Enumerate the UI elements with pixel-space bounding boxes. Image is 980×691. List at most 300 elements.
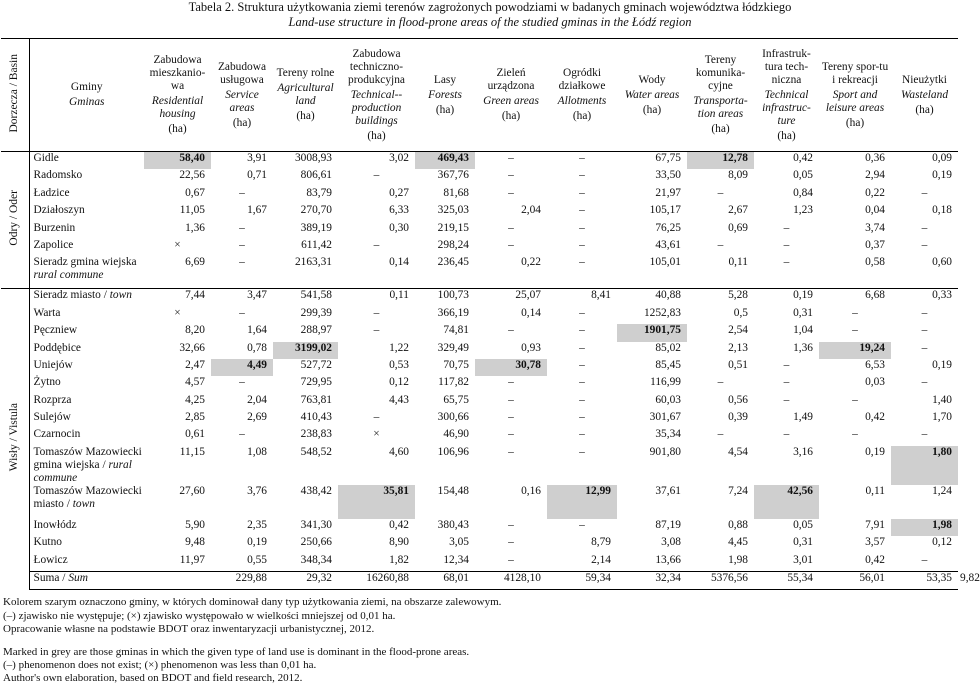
column-header-pl: Zabudowa usługowa xyxy=(217,60,267,86)
value-cell: 85,02 xyxy=(655,341,681,354)
value-cell: – xyxy=(373,324,380,337)
value-cell: 27,60 xyxy=(179,484,205,497)
column-header-unit: (ha) xyxy=(572,110,592,122)
value-cell: 299,39 xyxy=(300,306,332,319)
value-cell: 2,47 xyxy=(185,358,205,371)
value-cell: – xyxy=(783,428,790,441)
value-cell: 3,76 xyxy=(247,484,267,497)
value-cell: 1,70 xyxy=(932,411,952,424)
value-cell: – xyxy=(717,428,724,441)
column-header-5 xyxy=(415,39,475,152)
value-cell: 2,94 xyxy=(865,169,885,182)
gmina-name-pl: Pęczniew xyxy=(33,324,78,337)
value-cell: – xyxy=(783,238,790,251)
value-cell: 35,81 xyxy=(338,485,415,519)
sum-value-cell: 229,88 xyxy=(211,572,273,590)
sum-label xyxy=(29,572,211,590)
note-pl-2: Opracowanie własne na podstawie BDOT oraz inwentaryzacji urbanistycznej, 2012. xyxy=(3,622,375,635)
value-cell: – xyxy=(508,553,514,566)
value-cell: 0,93 xyxy=(521,341,541,354)
column-header-4 xyxy=(338,39,415,152)
value-cell: 0,05 xyxy=(793,169,813,182)
gmina-name xyxy=(29,289,144,307)
value-cell: – xyxy=(579,518,585,531)
value-cell: – xyxy=(373,169,380,182)
value-cell: – xyxy=(239,186,245,199)
table-row xyxy=(1,307,958,324)
value-cell: – xyxy=(783,376,790,389)
value-cell: 0,11 xyxy=(728,256,748,269)
value-cell: – xyxy=(508,411,514,424)
value-cell: 76,25 xyxy=(655,221,681,234)
value-cell: 7,24 xyxy=(728,484,748,497)
value-cell: 4,25 xyxy=(185,393,205,406)
value-cell: 8,20 xyxy=(185,324,205,337)
value-cell: 100,73 xyxy=(415,289,475,307)
value-cell: – xyxy=(508,238,514,251)
value-cell: – xyxy=(921,324,928,337)
gmina-name xyxy=(29,239,144,256)
value-cell: 0,11 xyxy=(865,484,885,497)
value-cell: 8,09 xyxy=(728,169,748,182)
column-header-12 xyxy=(891,39,958,152)
gmina-name-pl: Działoszyn xyxy=(33,204,85,217)
column-header-en: Residential housing xyxy=(151,95,204,120)
value-cell: 0,78 xyxy=(247,341,267,354)
value-cell: 0,42 xyxy=(865,411,885,424)
value-cell: 117,82 xyxy=(438,376,469,389)
value-cell: 806,61 xyxy=(300,169,332,182)
value-cell: 1,40 xyxy=(932,393,952,406)
value-cell: 1,98 xyxy=(728,553,748,566)
value-cell: 8,90 xyxy=(389,536,409,549)
value-cell: 1,80 xyxy=(891,446,958,485)
value-cell: 12,34 xyxy=(443,553,469,566)
value-cell: 541,58 xyxy=(273,289,338,307)
value-cell: 0,05 xyxy=(793,518,813,531)
column-header-unit: (ha) xyxy=(296,110,315,122)
gmina-name xyxy=(29,536,144,553)
column-header-en: Sport and leisure areas xyxy=(825,88,885,114)
value-cell: 219,15 xyxy=(437,221,469,234)
column-header-6 xyxy=(475,39,547,152)
column-header-pl: Zabudowa techniczno-produkcyjna xyxy=(348,47,405,86)
value-cell: 65,75 xyxy=(443,393,469,406)
table-row xyxy=(1,152,958,170)
gmina-name-pl: Łowicz xyxy=(33,553,68,566)
sum-value-cell: 32,34 xyxy=(617,572,687,590)
value-cell: – xyxy=(579,376,585,389)
gmina-name-pl: Tomaszów Mazowiecki miasto / xyxy=(33,484,142,510)
value-cell: 105,01 xyxy=(649,256,681,269)
column-header-en: Forests xyxy=(428,88,462,101)
value-cell: 0,69 xyxy=(728,221,748,234)
value-cell: 4,45 xyxy=(728,536,748,549)
value-cell: 3,57 xyxy=(865,536,885,549)
table-row xyxy=(1,342,958,359)
value-cell: – xyxy=(579,152,585,164)
value-cell: 0,51 xyxy=(728,358,748,371)
value-cell: 6,53 xyxy=(865,358,885,371)
column-header-pl: Nieużytki xyxy=(902,73,947,86)
note-pl-1: (–) zjawisko nie występuje; (×) zjawisko występowało w wielkości mniejszej od 0,01 ha. xyxy=(3,609,396,622)
value-cell: 70,75 xyxy=(443,358,469,371)
value-cell: 58,40 xyxy=(144,152,211,170)
value-cell: 0,19 xyxy=(932,169,952,182)
value-cell: – xyxy=(783,358,790,371)
column-header-10 xyxy=(754,39,819,152)
gmina-name-pl: Tomaszów Mazowiecki gmina wiejska / xyxy=(33,445,142,471)
gmina-name-pl: Uniejów xyxy=(33,358,73,371)
title-pl: Tabela 2. Struktura użytkowania ziemi terenów zagrożonych powodziami w badanych gminach województwa łódzkiego xyxy=(188,0,792,14)
value-cell: 2,04 xyxy=(247,393,267,406)
column-header-pl: Tereny komunika-cyjne xyxy=(695,54,746,92)
gmina-name-pl: Ładzice xyxy=(33,186,70,199)
table-row xyxy=(1,428,958,445)
value-cell: 1,36 xyxy=(793,341,813,354)
table-row xyxy=(1,376,958,393)
value-cell: 0,19 xyxy=(932,358,952,371)
column-header-pl: Zieleń urządzona xyxy=(487,67,535,92)
value-cell: 410,43 xyxy=(300,411,332,424)
column-header-unit: (ha) xyxy=(367,129,386,142)
value-cell: – xyxy=(239,256,245,269)
gmina-name-en: rural commune xyxy=(33,458,132,484)
column-header-en: Technical infrastruc-ture xyxy=(762,88,811,127)
value-cell: 2,14 xyxy=(591,553,611,566)
basin-group-1 xyxy=(1,289,29,590)
value-cell: 298,24 xyxy=(437,238,469,251)
sum-label-en: Sum xyxy=(68,572,88,585)
value-cell: 1,24 xyxy=(932,484,952,497)
column-header-pl: Zabudowa mieszkanio-wa xyxy=(149,54,206,92)
gmina-name xyxy=(29,376,144,393)
value-cell: 3,16 xyxy=(793,445,813,458)
gmina-name-pl: Rozprza xyxy=(33,393,72,406)
value-cell: 0,39 xyxy=(728,411,748,424)
value-cell: 763,81 xyxy=(300,393,332,406)
column-header-0 xyxy=(29,39,144,152)
value-cell: – xyxy=(373,306,380,319)
table-row xyxy=(1,485,958,519)
value-cell: 3,08 xyxy=(661,536,681,549)
column-header-2 xyxy=(211,39,273,152)
table-row xyxy=(1,222,958,239)
value-cell: 3,47 xyxy=(211,289,273,307)
note-en-0: Marked in grey are those gminas in which the given type of land use is dominant in the flood-prone areas. xyxy=(3,646,470,659)
table-row xyxy=(1,446,958,485)
value-cell: 0,53 xyxy=(389,358,409,371)
table-row xyxy=(1,394,958,411)
value-cell: 1,98 xyxy=(891,519,958,536)
gmina-name-pl: Sieradz gmina wiejska xyxy=(33,256,137,269)
gmina-name xyxy=(29,187,144,204)
value-cell: 30,78 xyxy=(475,359,547,376)
value-cell: – xyxy=(373,411,380,424)
table-row xyxy=(1,256,958,289)
value-cell: 469,43 xyxy=(415,152,475,170)
value-cell: 527,72 xyxy=(300,358,332,371)
sum-row: Suma / Sum 229,88 29,32 16260,88 68,01 4128,10 59,34 32,34 5376,56 55,34 56,01 53,35 9,82 xyxy=(1,572,958,590)
value-cell: 0,14 xyxy=(521,306,541,319)
sum-value-cell: 5376,56 xyxy=(687,572,754,590)
value-cell: 238,83 xyxy=(300,428,332,441)
value-cell: 8,41 xyxy=(547,289,617,307)
value-cell: 7,44 xyxy=(144,289,211,307)
basin-group-label: Wisły / Vistula xyxy=(8,403,21,472)
table-row xyxy=(1,239,958,256)
column-header-unit: (ha) xyxy=(501,110,521,122)
value-cell: – xyxy=(783,221,790,234)
sum-value-cell: 56,01 xyxy=(819,572,891,590)
value-cell: – xyxy=(921,221,928,234)
value-cell: 2163,31 xyxy=(294,256,332,269)
value-cell: 3,74 xyxy=(865,221,885,234)
value-cell: 0,22 xyxy=(865,186,885,199)
value-cell: 380,43 xyxy=(437,518,469,531)
value-cell: 366,19 xyxy=(437,306,469,319)
column-header-3 xyxy=(273,39,338,152)
value-cell: – xyxy=(508,324,514,337)
basin-header xyxy=(1,39,29,152)
value-cell: 0,22 xyxy=(521,256,541,269)
column-header-pl: Infrastruk-tura tech-niczna xyxy=(762,47,811,86)
value-cell: 46,90 xyxy=(443,428,469,441)
value-cell: – xyxy=(921,553,928,566)
value-cell: 236,45 xyxy=(437,256,469,269)
column-header-pl: Lasy xyxy=(433,73,457,86)
column-header-unit: (ha) xyxy=(711,123,730,135)
column-header-en: Wasteland xyxy=(900,88,949,101)
value-cell: 1,64 xyxy=(247,324,267,337)
value-cell: 300,66 xyxy=(437,411,469,424)
gmina-name xyxy=(29,324,144,341)
column-header-en: Water areas xyxy=(624,88,680,101)
value-cell: – xyxy=(508,536,514,549)
basin-group-label: Odry / Oder xyxy=(8,190,21,246)
gmina-name-en: rural commune xyxy=(33,269,104,282)
value-cell: 0,18 xyxy=(932,204,952,217)
value-cell: 0,12 xyxy=(932,536,952,549)
value-cell: 83,79 xyxy=(306,186,332,199)
value-cell: – xyxy=(579,204,585,217)
value-cell: – xyxy=(508,518,514,531)
value-cell: – xyxy=(579,306,585,319)
value-cell: 13,66 xyxy=(655,553,681,566)
value-cell: 0,19 xyxy=(865,445,885,458)
gmina-name-pl: Żytno xyxy=(33,376,61,389)
gmina-name xyxy=(29,307,144,324)
value-cell: – xyxy=(239,306,245,319)
value-cell: 105,17 xyxy=(649,204,681,217)
value-cell: – xyxy=(852,306,858,319)
value-cell: 0,67 xyxy=(185,186,205,199)
gmina-name xyxy=(29,204,144,221)
column-header-pl: Wody xyxy=(638,73,666,86)
gmina-name xyxy=(29,554,144,572)
column-header-pl: Tereny spor-tu i rekreacji xyxy=(821,60,889,86)
column-header-1 xyxy=(144,39,211,152)
value-cell: – xyxy=(921,306,928,319)
basin-header-label: Dorzecza / Basin xyxy=(8,53,21,133)
column-header-en: Gminas xyxy=(69,96,105,108)
column-header-unit: (ha) xyxy=(232,116,252,129)
value-cell: 2,54 xyxy=(728,324,748,337)
value-cell: – xyxy=(579,238,585,251)
value-cell: – xyxy=(921,238,928,251)
table-row xyxy=(1,289,958,307)
value-cell: 12,99 xyxy=(547,485,617,519)
value-cell: – xyxy=(579,186,585,199)
value-cell: 438,42 xyxy=(300,484,332,497)
gmina-name-pl: Inowłódz xyxy=(33,518,77,531)
table-row xyxy=(1,187,958,204)
sum-value-cell: 59,34 xyxy=(547,572,617,590)
value-cell: – xyxy=(852,393,858,406)
value-cell: 1,23 xyxy=(793,204,813,217)
value-cell: – xyxy=(783,256,790,269)
value-cell: – xyxy=(717,376,724,389)
value-cell: 389,19 xyxy=(300,221,332,234)
value-cell: – xyxy=(579,341,585,354)
value-cell: – xyxy=(852,324,858,337)
table-caption xyxy=(0,0,960,30)
table-row xyxy=(1,204,958,221)
column-header-7 xyxy=(547,39,617,152)
value-cell: 0,42 xyxy=(865,553,885,566)
value-cell: – xyxy=(579,221,585,234)
value-cell: 270,70 xyxy=(300,204,332,217)
value-cell: 33,50 xyxy=(655,169,681,182)
table-row xyxy=(1,411,958,428)
value-cell: 0,31 xyxy=(793,536,813,549)
gmina-name-pl: Zapolice xyxy=(33,238,74,251)
value-cell: 4,57 xyxy=(185,376,205,389)
value-cell: – xyxy=(717,186,724,199)
gmina-name-pl: Radomsko xyxy=(33,169,83,182)
value-cell: – xyxy=(579,358,585,371)
value-cell: 6,69 xyxy=(185,256,205,269)
value-cell: 1,36 xyxy=(185,221,205,234)
value-cell: 0,61 xyxy=(185,428,205,441)
value-cell: 87,19 xyxy=(655,518,681,531)
value-cell: 0,55 xyxy=(247,553,267,566)
gmina-name xyxy=(29,519,144,536)
value-cell: 0,71 xyxy=(247,169,267,182)
gmina-name-pl: Sieradz miasto / xyxy=(33,289,110,302)
value-cell: 1,04 xyxy=(793,324,813,337)
value-cell: 0,60 xyxy=(932,256,952,269)
sum-label-pl: Suma / xyxy=(33,572,69,585)
value-cell: – xyxy=(508,428,514,441)
value-cell: 288,97 xyxy=(300,324,332,337)
value-cell: 2,13 xyxy=(728,341,748,354)
value-cell: 43,61 xyxy=(655,238,681,251)
value-cell: 7,91 xyxy=(865,518,885,531)
value-cell: 3008,93 xyxy=(294,152,332,164)
value-cell: 67,75 xyxy=(655,152,681,164)
value-cell: – xyxy=(921,341,928,354)
value-cell: – xyxy=(508,169,514,182)
value-cell: 74,81 xyxy=(443,324,469,337)
value-cell: 37,61 xyxy=(655,484,681,497)
value-cell: 4,49 xyxy=(211,359,273,376)
value-cell: 12,78 xyxy=(687,152,754,170)
value-cell: 0,04 xyxy=(865,204,885,217)
value-cell: 0,37 xyxy=(865,238,885,251)
value-cell: 5,90 xyxy=(185,518,205,531)
value-cell: 0,42 xyxy=(793,152,813,164)
column-header-en: Agricultural land xyxy=(277,82,334,107)
value-cell: – xyxy=(508,393,514,406)
value-cell: – xyxy=(717,238,724,251)
value-cell: 11,15 xyxy=(179,445,205,458)
value-cell: 3,91 xyxy=(247,152,267,164)
table-row xyxy=(1,554,958,572)
table-row xyxy=(1,536,958,553)
notes xyxy=(3,596,960,685)
table-row xyxy=(1,324,958,341)
column-header-unit: (ha) xyxy=(642,103,662,116)
value-cell: 1,08 xyxy=(247,445,267,458)
value-cell: – xyxy=(579,411,585,424)
column-header-en: Technical--production buildings xyxy=(350,88,403,127)
value-cell: 0,31 xyxy=(793,306,813,319)
value-cell: – xyxy=(852,428,858,441)
value-cell: 106,96 xyxy=(437,445,469,458)
value-cell: 11,97 xyxy=(179,553,205,566)
value-cell: – xyxy=(508,186,514,199)
value-cell: – xyxy=(579,393,585,406)
table-row xyxy=(1,519,958,536)
value-cell: 6,68 xyxy=(819,289,891,307)
value-cell: 341,30 xyxy=(300,518,332,531)
gmina-name xyxy=(29,359,144,376)
gmina-name-pl: Burzenin xyxy=(33,221,76,234)
gmina-name xyxy=(29,222,144,239)
value-cell: 0,36 xyxy=(865,152,885,164)
value-cell: 0,19 xyxy=(247,536,267,549)
value-cell: 4,60 xyxy=(389,445,409,458)
value-cell: 35,34 xyxy=(655,428,681,441)
column-header-unit: (ha) xyxy=(435,103,455,116)
note-en-2: Author's own elaboration, based on BDOT and field research, 2012. xyxy=(3,672,303,685)
column-header-11 xyxy=(819,39,891,152)
value-cell: 0,5 xyxy=(733,306,748,319)
value-cell: 81,68 xyxy=(443,186,469,199)
value-cell: 2,67 xyxy=(728,204,748,217)
value-cell: – xyxy=(508,445,514,458)
gmina-name xyxy=(29,342,144,359)
value-cell: – xyxy=(921,428,928,441)
value-cell: 0,16 xyxy=(521,484,541,497)
value-cell: 1,67 xyxy=(247,204,267,217)
sum-value-cell: 29,32 xyxy=(273,572,338,590)
table-row xyxy=(1,359,958,376)
value-cell: 2,69 xyxy=(247,411,267,424)
column-header-8 xyxy=(617,39,687,152)
value-cell: 0,09 xyxy=(932,152,952,164)
column-header-unit: (ha) xyxy=(915,103,934,116)
value-cell: 0,11 xyxy=(338,289,415,307)
value-cell: 9,48 xyxy=(185,536,205,549)
value-cell: 548,52 xyxy=(300,445,332,458)
title-en: Land-use structure in flood-prone areas of the studied gminas in the Łódź region xyxy=(288,15,692,29)
value-cell: × xyxy=(174,238,181,251)
column-header-pl: Ogródki działkowe xyxy=(558,67,606,92)
column-header-unit: (ha) xyxy=(168,123,187,135)
column-header-en: Service areas xyxy=(225,88,259,114)
